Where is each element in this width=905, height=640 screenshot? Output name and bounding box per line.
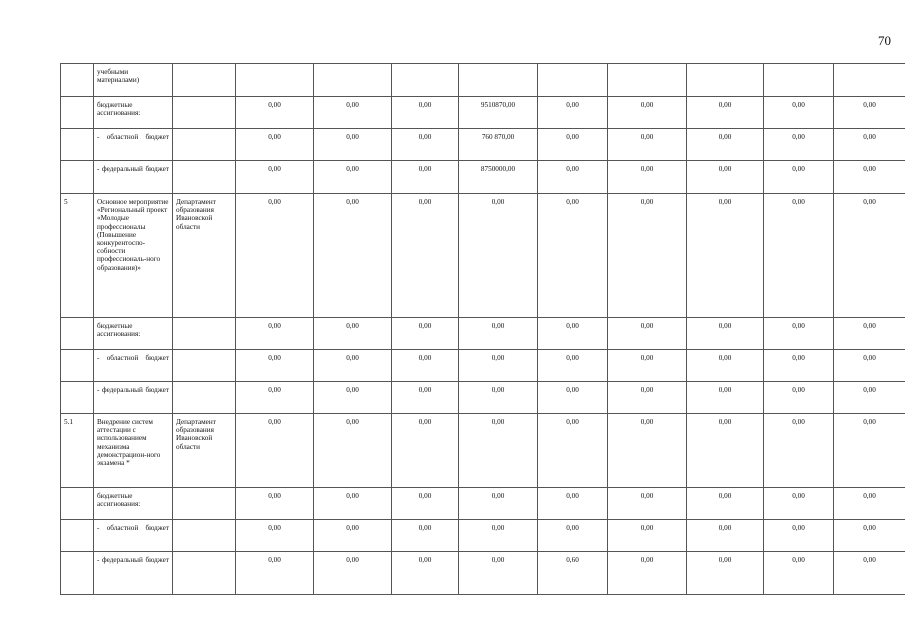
row-number-cell [61, 488, 94, 520]
row-number-cell: 5 [61, 194, 94, 318]
table-row [61, 194, 905, 318]
amount-cell: 0,00 [392, 318, 459, 350]
amount-cell: 0,00 [392, 382, 459, 414]
department-cell: Департамент образования Ивановской области [173, 414, 236, 488]
amount-cell: 0,00 [538, 382, 608, 414]
amount-cell: 0,00 [687, 414, 764, 488]
amount-cell: 0,00 [459, 194, 538, 318]
amount-cell: 0,00 [687, 350, 764, 382]
table-row [61, 488, 905, 520]
amount-cell: 0,00 [764, 552, 834, 595]
amount-cell: 0,00 [687, 552, 764, 595]
department-cell: Департамент образования Ивановской области [173, 194, 236, 318]
department-cell [173, 520, 236, 552]
amount-cell: 0,00 [314, 194, 392, 318]
amount-cell [538, 64, 608, 97]
amount-cell: 0,00 [236, 194, 314, 318]
amount-cell: 0,00 [236, 318, 314, 350]
department-cell [173, 129, 236, 161]
amount-cell: 0,00 [834, 552, 905, 595]
row-description-cell: Основное мероприятие «Региональный проект «Молодые профессионалы (Повышение конкурентоспо-собности профессиональ-ного образования)» [94, 194, 173, 318]
row-description-cell: - федеральный бюджет [94, 161, 173, 194]
row-description-cell: бюджетные ассигнования: [94, 488, 173, 520]
row-description-cell: бюджетные ассигнования: [94, 318, 173, 350]
amount-cell: 0,00 [314, 318, 392, 350]
page-number: 70 [878, 33, 891, 48]
amount-cell: 0,00 [608, 161, 687, 194]
row-number-cell [61, 552, 94, 595]
amount-cell: 0,00 [687, 129, 764, 161]
row-number-cell [61, 350, 94, 382]
amount-cell: 0,00 [314, 520, 392, 552]
amount-cell: 0,00 [392, 414, 459, 488]
amount-cell: 0,00 [236, 129, 314, 161]
amount-cell: 0,00 [764, 161, 834, 194]
amount-cell: 0,00 [538, 414, 608, 488]
amount-cell: 0,00 [764, 414, 834, 488]
budget-table [60, 63, 905, 595]
amount-cell [834, 64, 905, 97]
amount-cell: 0,00 [687, 97, 764, 129]
amount-cell [687, 64, 764, 97]
amount-cell: 0,00 [608, 488, 687, 520]
amount-cell: 0,00 [236, 520, 314, 552]
amount-cell [236, 64, 314, 97]
row-number-cell [61, 64, 94, 97]
amount-cell: 0,00 [314, 350, 392, 382]
amount-cell: 0,00 [236, 414, 314, 488]
amount-cell: 0,00 [538, 129, 608, 161]
amount-cell: 0,00 [392, 350, 459, 382]
amount-cell: 0,00 [834, 488, 905, 520]
amount-cell: 0,00 [608, 129, 687, 161]
amount-cell: 0,00 [764, 488, 834, 520]
amount-cell: 0,00 [687, 194, 764, 318]
amount-cell: 0,00 [392, 488, 459, 520]
row-description-cell: - областной бюджет [94, 350, 173, 382]
amount-cell: 0,00 [392, 552, 459, 595]
table-row [61, 97, 905, 129]
row-number-cell [61, 318, 94, 350]
amount-cell: 0,00 [608, 350, 687, 382]
amount-cell: 0,00 [459, 488, 538, 520]
amount-cell: 0,00 [236, 488, 314, 520]
row-number-cell [61, 129, 94, 161]
amount-cell: 0,00 [392, 129, 459, 161]
amount-cell: 0,00 [834, 97, 905, 129]
amount-cell: 9510870,00 [459, 97, 538, 129]
amount-cell: 0,00 [314, 552, 392, 595]
amount-cell: 0,00 [459, 350, 538, 382]
amount-cell: 0,00 [392, 194, 459, 318]
table-row [61, 414, 905, 488]
amount-cell: 0,00 [392, 520, 459, 552]
row-number-cell [61, 520, 94, 552]
amount-cell [392, 64, 459, 97]
amount-cell: 0,00 [764, 194, 834, 318]
table-row [61, 520, 905, 552]
amount-cell: 0,00 [834, 129, 905, 161]
amount-cell: 0,00 [764, 129, 834, 161]
amount-cell: 0,60 [538, 552, 608, 595]
amount-cell: 0,00 [236, 97, 314, 129]
amount-cell: 0,00 [459, 552, 538, 595]
amount-cell: 0,00 [608, 414, 687, 488]
table-row [61, 350, 905, 382]
amount-cell [608, 64, 687, 97]
amount-cell: 8750000,00 [459, 161, 538, 194]
row-number-cell [61, 382, 94, 414]
amount-cell: 0,00 [236, 350, 314, 382]
amount-cell: 0,00 [834, 350, 905, 382]
amount-cell: 0,00 [236, 382, 314, 414]
department-cell [173, 64, 236, 97]
amount-cell: 0,00 [314, 97, 392, 129]
amount-cell: 0,00 [608, 552, 687, 595]
amount-cell: 0,00 [314, 161, 392, 194]
amount-cell: 0,00 [687, 161, 764, 194]
amount-cell: 0,00 [459, 382, 538, 414]
amount-cell: 0,00 [608, 194, 687, 318]
amount-cell: 0,00 [314, 129, 392, 161]
amount-cell: 0,00 [392, 97, 459, 129]
row-description-cell: бюджетные ассигнования: [94, 97, 173, 129]
table-row [61, 129, 905, 161]
amount-cell: 0,00 [834, 520, 905, 552]
amount-cell: 0,00 [608, 97, 687, 129]
amount-cell: 0,00 [236, 552, 314, 595]
department-cell [173, 552, 236, 595]
table-row [61, 318, 905, 350]
department-cell [173, 350, 236, 382]
amount-cell: 0,00 [764, 382, 834, 414]
row-description-cell: учебными материалами) [94, 64, 173, 97]
amount-cell: 0,00 [538, 194, 608, 318]
department-cell [173, 97, 236, 129]
amount-cell: 0,00 [459, 414, 538, 488]
amount-cell: 760 870,00 [459, 129, 538, 161]
department-cell [173, 161, 236, 194]
amount-cell: 0,00 [834, 414, 905, 488]
department-cell [173, 318, 236, 350]
amount-cell: 0,00 [392, 161, 459, 194]
amount-cell: 0,00 [834, 194, 905, 318]
row-description-cell: - областной бюджет [94, 520, 173, 552]
amount-cell: 0,00 [764, 350, 834, 382]
row-number-cell: 5.1 [61, 414, 94, 488]
amount-cell: 0,00 [538, 97, 608, 129]
amount-cell: 0,00 [608, 318, 687, 350]
department-cell [173, 382, 236, 414]
amount-cell: 0,00 [314, 414, 392, 488]
department-cell [173, 488, 236, 520]
amount-cell: 0,00 [538, 350, 608, 382]
amount-cell: 0,00 [834, 382, 905, 414]
amount-cell: 0,00 [459, 318, 538, 350]
row-number-cell [61, 97, 94, 129]
amount-cell: 0,00 [314, 488, 392, 520]
amount-cell: 0,00 [687, 382, 764, 414]
amount-cell [459, 64, 538, 97]
amount-cell: 0,00 [764, 318, 834, 350]
row-number-cell [61, 161, 94, 194]
table-row [61, 382, 905, 414]
amount-cell: 0,00 [538, 488, 608, 520]
row-description-cell: - федеральный бюджет [94, 552, 173, 595]
amount-cell: 0,00 [538, 318, 608, 350]
amount-cell: 0,00 [834, 161, 905, 194]
row-description-cell: Внедрение систем аттестации с использованием механизма демонстрацион-ного экзамена * [94, 414, 173, 488]
amount-cell: 0,00 [687, 318, 764, 350]
amount-cell: 0,00 [687, 488, 764, 520]
table-row [61, 161, 905, 194]
amount-cell: 0,00 [687, 520, 764, 552]
table-row [61, 64, 905, 97]
amount-cell: 0,00 [608, 382, 687, 414]
amount-cell: 0,00 [834, 318, 905, 350]
amount-cell: 0,00 [538, 520, 608, 552]
row-description-cell: - федеральный бюджет [94, 382, 173, 414]
table-row [61, 552, 905, 595]
amount-cell: 0,00 [608, 520, 687, 552]
amount-cell: 0,00 [764, 97, 834, 129]
amount-cell [314, 64, 392, 97]
row-description-cell: - областной бюджет [94, 129, 173, 161]
amount-cell: 0,00 [764, 520, 834, 552]
amount-cell [764, 64, 834, 97]
amount-cell: 0,00 [538, 161, 608, 194]
amount-cell: 0,00 [314, 382, 392, 414]
amount-cell: 0,00 [459, 520, 538, 552]
amount-cell: 0,00 [236, 161, 314, 194]
